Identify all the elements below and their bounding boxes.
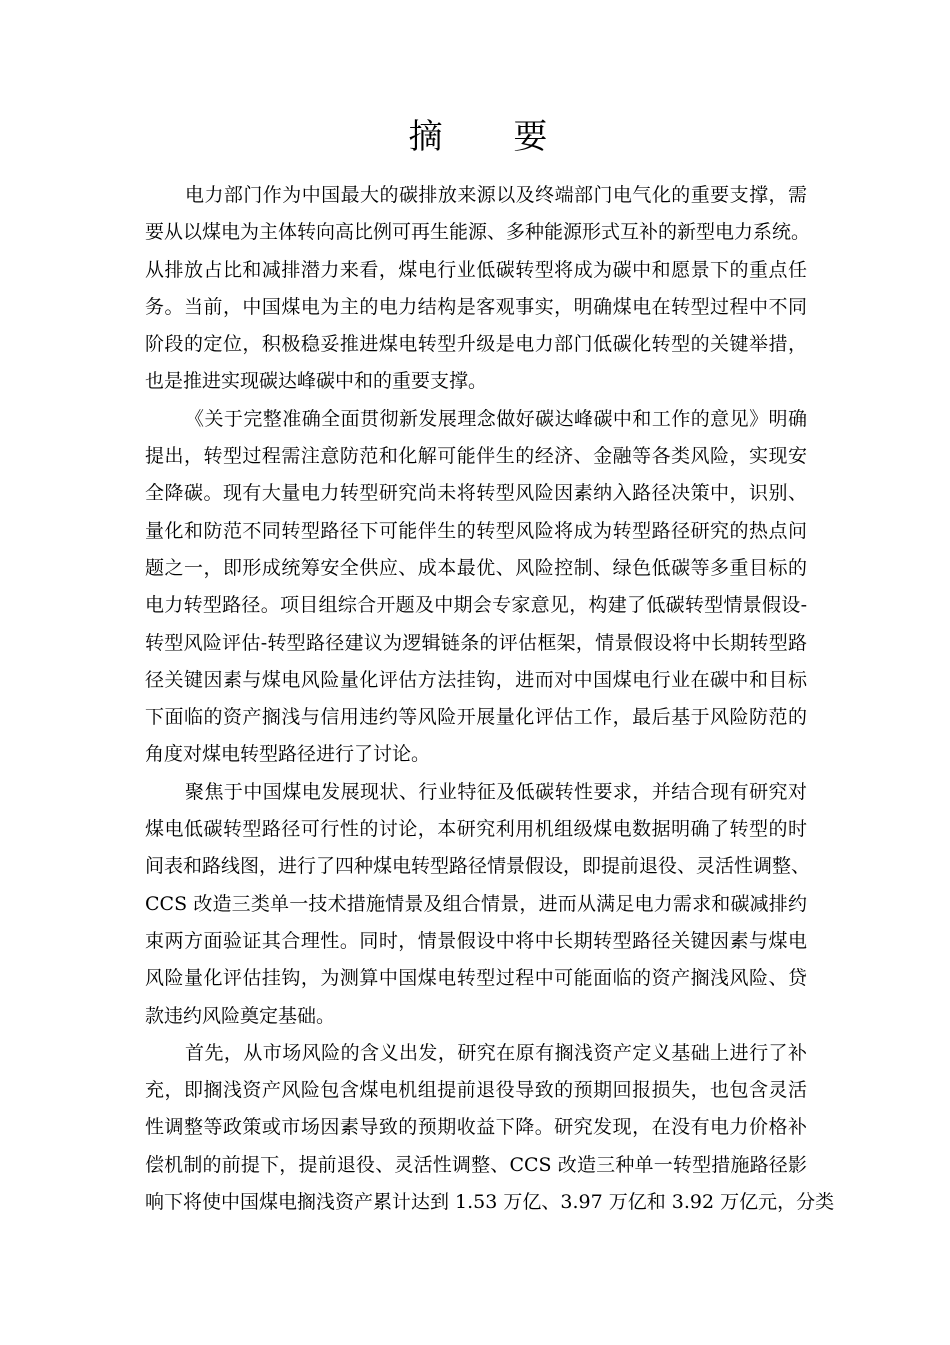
text-line: 题之一，即形成统筹安全供应、成本最优、风险控制、绿色低碳等多重目标的 <box>145 556 807 579</box>
text-line: 首先，从市场风险的含义出发，研究在原有搁浅资产定义基础上进行了补 <box>185 1041 807 1064</box>
text-line: 电力部门作为中国最大的碳排放来源以及终端部门电气化的重要支撑，需 <box>185 184 807 206</box>
text-line: 阶段的定位，积极稳妥推进煤电转型升级是电力部门低碳化转型的关键举措， <box>145 333 807 356</box>
text-line: 性调整等政策或市场因素导致的预期收益下降。研究发现，在没有电力价格补 <box>145 1116 807 1139</box>
text-line: 也是推进实现碳达峰碳中和的重要支撑。 <box>145 370 488 393</box>
text-line: 量化和防范不同转型路径下可能伴生的转型风险将成为转型路径研究的热点问 <box>145 519 807 542</box>
text-line: 径关键因素与煤电风险量化评估方法挂钩，进而对中国煤电行业在碳中和目标 <box>145 668 807 691</box>
text-line: 间表和路线图，进行了四种煤电转型路径情景假设，即提前退役、灵活性调整、 <box>145 855 811 878</box>
text-line: 偿机制的前提下，提前退役、灵活性调整、CCS 改造三种单一转型措施路径影 <box>145 1153 807 1176</box>
abstract-body <box>145 177 835 1221</box>
text-line: 务。当前，中国煤电为主的电力结构是客观事实，明确煤电在转型过程中不同 <box>145 295 807 318</box>
text-line: CCS 改造三类单一技术措施情景及组合情景，进而从满足电力需求和碳减排约 <box>145 892 807 915</box>
text-line: 风险量化评估挂钩，为测算中国煤电转型过程中可能面临的资产搁浅风险、贷 <box>145 967 807 990</box>
text-line: 转型风险评估-转型路径建议为逻辑链条的评估框架，情景假设将中长期转型路 <box>145 631 807 654</box>
text-line: 煤电低碳转型路径可行性的讨论，本研究利用机组级煤电数据明确了转型的时 <box>145 818 807 841</box>
text-line: 款违约风险奠定基础。 <box>145 1004 336 1027</box>
text-line: 要从以煤电为主体转向高比例可再生能源、多种能源形式互补的新型电力系统。 <box>145 221 811 244</box>
text-line: 响下将使中国煤电搁浅资产累计达到 1.53 万亿、3.97 万亿和 3.92 万亿元，分类 <box>145 1191 835 1214</box>
page-title: 摘 要 <box>408 117 578 157</box>
text-line: 《关于完整准确全面贯彻新发展理念做好碳达峰碳中和工作的意见》明确 <box>185 407 807 430</box>
text-line: 角度对煤电转型路径进行了讨论。 <box>145 743 431 766</box>
text-line: 全降碳。现有大量电力转型研究尚未将转型风险因素纳入路径决策中，识别、 <box>145 482 807 505</box>
text-line: 从排放占比和减排潜力来看，煤电行业低碳转型将成为碳中和愿景下的重点任 <box>145 258 807 281</box>
text-line: 提出，转型过程需注意防范和化解可能伴生的经济、金融等各类风险，实现安 <box>145 445 807 468</box>
text-line: 聚焦于中国煤电发展现状、行业特征及低碳转性要求，并结合现有研究对 <box>185 780 807 803</box>
text-line: 束两方面验证其合理性。同时，情景假设中将中长期转型路径关键因素与煤电 <box>145 929 807 952</box>
text-line: 充，即搁浅资产风险包含煤电机组提前退役导致的预期回报损失，也包含灵活 <box>145 1079 807 1102</box>
text-line: 电力转型路径。项目组综合开题及中期会专家意见，构建了低碳转型情景假设- <box>145 594 807 617</box>
text-line: 下面临的资产搁浅与信用违约等风险开展量化评估工作，最后基于风险防范的 <box>145 706 807 729</box>
